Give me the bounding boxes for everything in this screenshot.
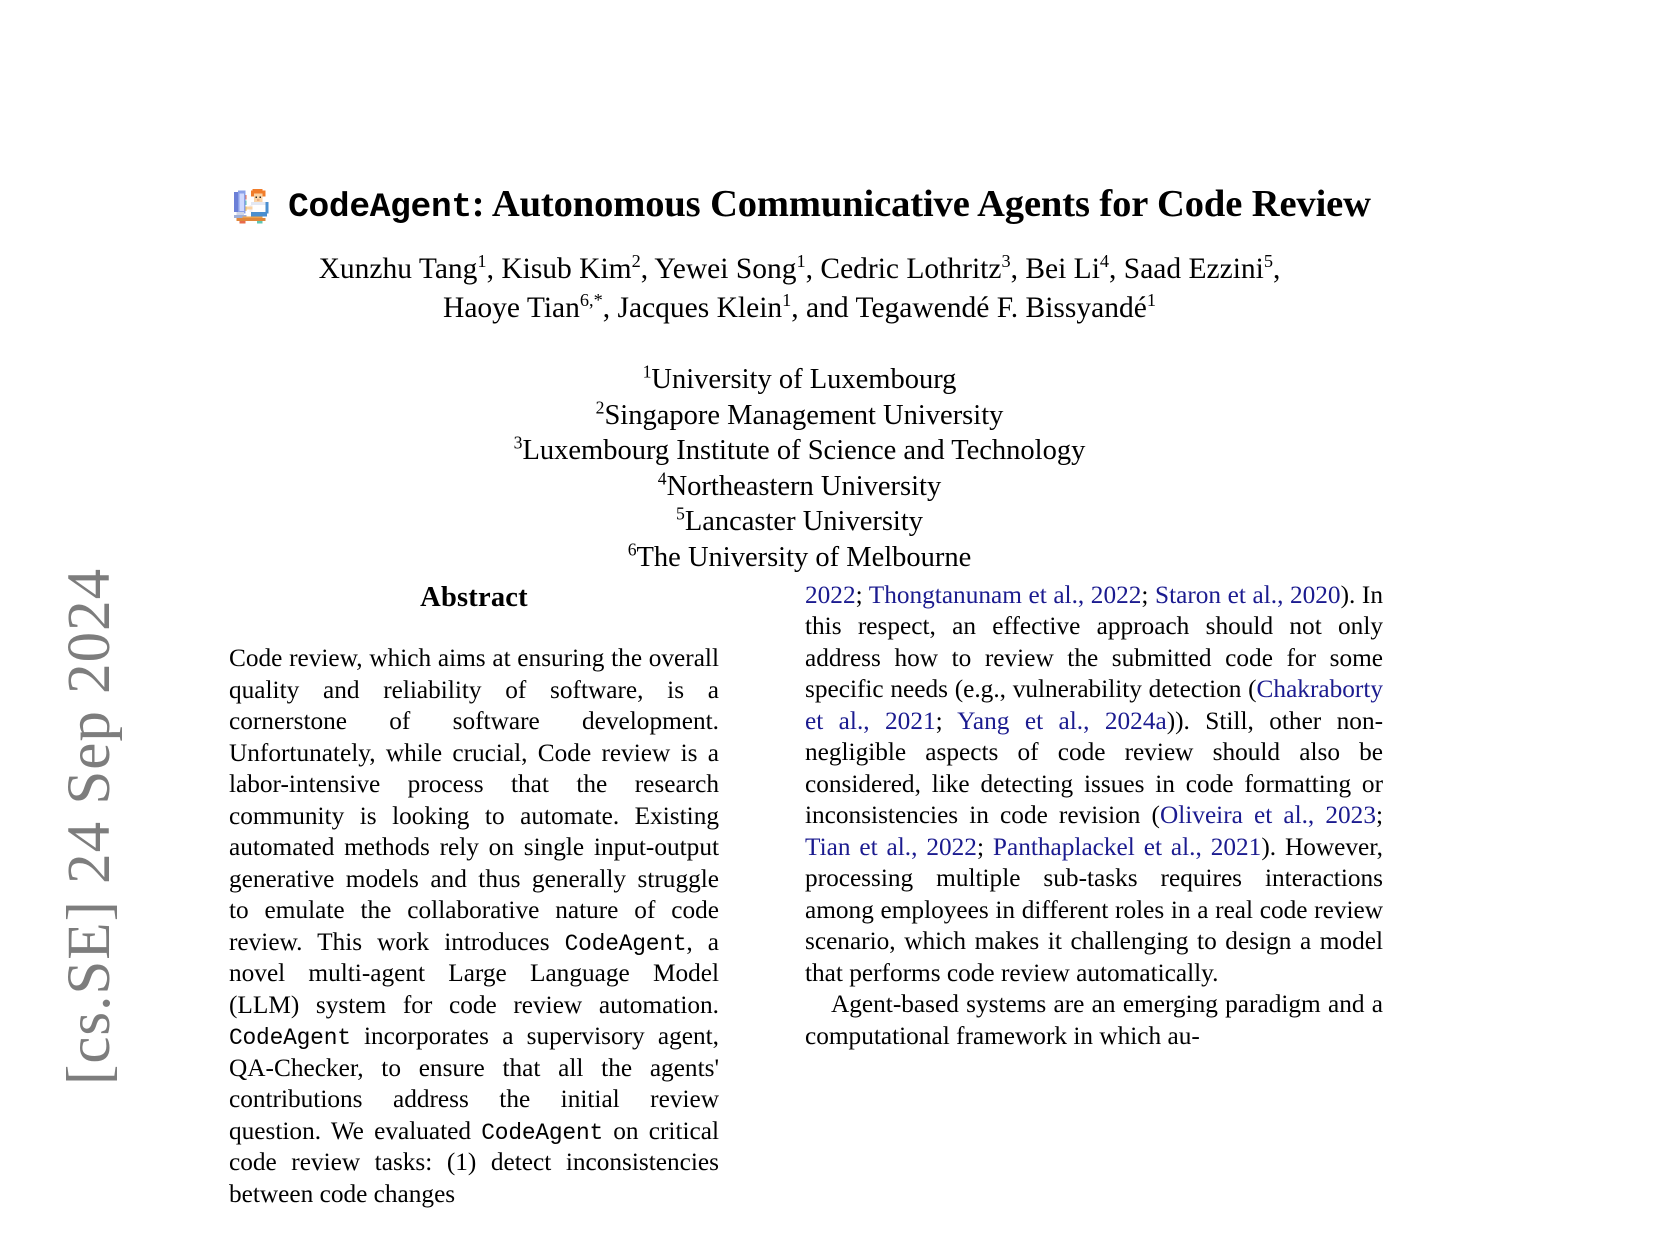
affiliation-item (207, 504, 1392, 539)
author-list (207, 250, 1392, 328)
page-title-text (288, 184, 1371, 226)
abstract-text-part-1: Code review, which aims at ensuring the overall quality and reliability of software, is a cornerstone of software development. Unfortunately, while crucial, Code review is a labor-intensive process that the research community is looking to automate. Existing automated methods rely on single input-output generative models and thus generally struggle to emulate the collaborative nature of code review. This work introduces (229, 644, 719, 956)
affiliation-name: Northeastern University (666, 470, 942, 502)
introduction-column (805, 580, 1383, 1052)
title-codeagent-mono: CodeAgent (288, 187, 472, 227)
affiliation-item (207, 433, 1392, 468)
affiliation-marker: 1 (642, 361, 652, 382)
affiliation-item (207, 398, 1392, 433)
affiliation-marker: 3 (513, 432, 523, 453)
intro-text-segment: ; (976, 832, 993, 861)
intro-paragraph-1 (805, 580, 1383, 989)
citation-link[interactable]: Panthaplackel et al., 2021 (992, 832, 1262, 861)
affiliation-marker: 6 (627, 539, 637, 560)
affiliation-name: The University of Melbourne (636, 541, 972, 573)
affiliation-item (207, 362, 1392, 397)
citation-link[interactable]: Yang et al., 2024a (957, 706, 1167, 735)
affiliation-item (207, 540, 1392, 575)
affiliation-marker: 2 (595, 397, 605, 418)
pixel-art-developer-at-computer-icon (228, 182, 274, 228)
intro-text-segment: ; (1375, 801, 1384, 830)
abstract-text-part-2: , a novel multi-agent Large Language Model (LLM) system for code review automation. (229, 927, 719, 1019)
affiliation-name: Luxembourg Institute of Science and Technology (522, 435, 1086, 467)
title-block (207, 182, 1392, 575)
affiliation-marker: 5 (675, 503, 685, 524)
abstract-codeagent-mention-2: CodeAgent (229, 1025, 351, 1052)
abstract-column (229, 580, 719, 1210)
abstract-paragraph (229, 643, 719, 1210)
intro-paragraph-2: Agent-based systems are an emerging paradigm and a computational framework in which au- (805, 990, 1383, 1050)
affiliation-item (207, 469, 1392, 504)
citation-link[interactable]: Chakraborty et al., 2021 (805, 675, 1383, 735)
intro-text-segment: ). In this respect, an effective approach should not only address how to review the submitted code for some specific needs (e.g., vulnerability detection ( (805, 581, 1383, 704)
abstract-text-part-4: on critical code review tasks: (1) detect inconsistencies between code changes (229, 1116, 719, 1208)
intro-text-segment: )). Still, other non-negligible aspects of code review should also be considered, like detecting issues in code formatting or inconsistencies in code revision ( (805, 706, 1384, 830)
intro-text-segment: ; (1141, 581, 1156, 609)
abstract-heading: Abstract (420, 582, 528, 613)
intro-text-segment: ; (855, 581, 869, 609)
page-title (207, 182, 1392, 228)
affiliation-name: Singapore Management University (604, 399, 1004, 431)
title-remainder: : Autonomous Communicative Agents for Code Review (471, 182, 1371, 225)
abstract-codeagent-mention-1: CodeAgent (564, 930, 687, 957)
citation-link[interactable]: Oliveira et al., 2023 (1159, 801, 1376, 830)
citation-link[interactable]: 2022 (805, 581, 856, 609)
author-line-2: Haoye Tian$^{6,*}$, Jacques Klein$^1$, and Tegawendé F. Bissyandé$^1$ (443, 290, 1156, 325)
citation-link[interactable]: Tian et al., 2022 (805, 832, 977, 861)
citation-link[interactable]: Staron et al., 2020 (1155, 581, 1341, 609)
intro-text-segment: ). However, processing multiple sub-tasks requires interactions among employees in different roles in a real code review scenario, which makes it challenging to design a model that performs code review automatically. (805, 832, 1383, 987)
arxiv-vertical-stamp: [cs.SE] 24 Sep 2024 (56, 567, 123, 1085)
abstract-text-part-3: incorporates a supervisory agent, QA-Checker, to ensure that all the agents' contributions address the initial review question. We evaluated (229, 1022, 719, 1145)
affiliation-marker: 4 (657, 468, 667, 489)
author-line-1: Xunzhu Tang$^1$, Kisub Kim$^2$, Yewei Song$^1$, Cedric Lothritz$^3$, Bei Li$^4$, Saad Ezzini$^5$, (318, 251, 1281, 285)
affiliation-name: University of Luxembourg (651, 364, 957, 396)
citation-link[interactable]: Thongtanunam et al., 2022 (868, 581, 1142, 609)
intro-text-segment: ; (935, 706, 958, 735)
abstract-codeagent-mention-3: CodeAgent (481, 1119, 604, 1146)
affiliation-name: Lancaster University (684, 506, 924, 538)
affiliation-list (207, 362, 1392, 575)
